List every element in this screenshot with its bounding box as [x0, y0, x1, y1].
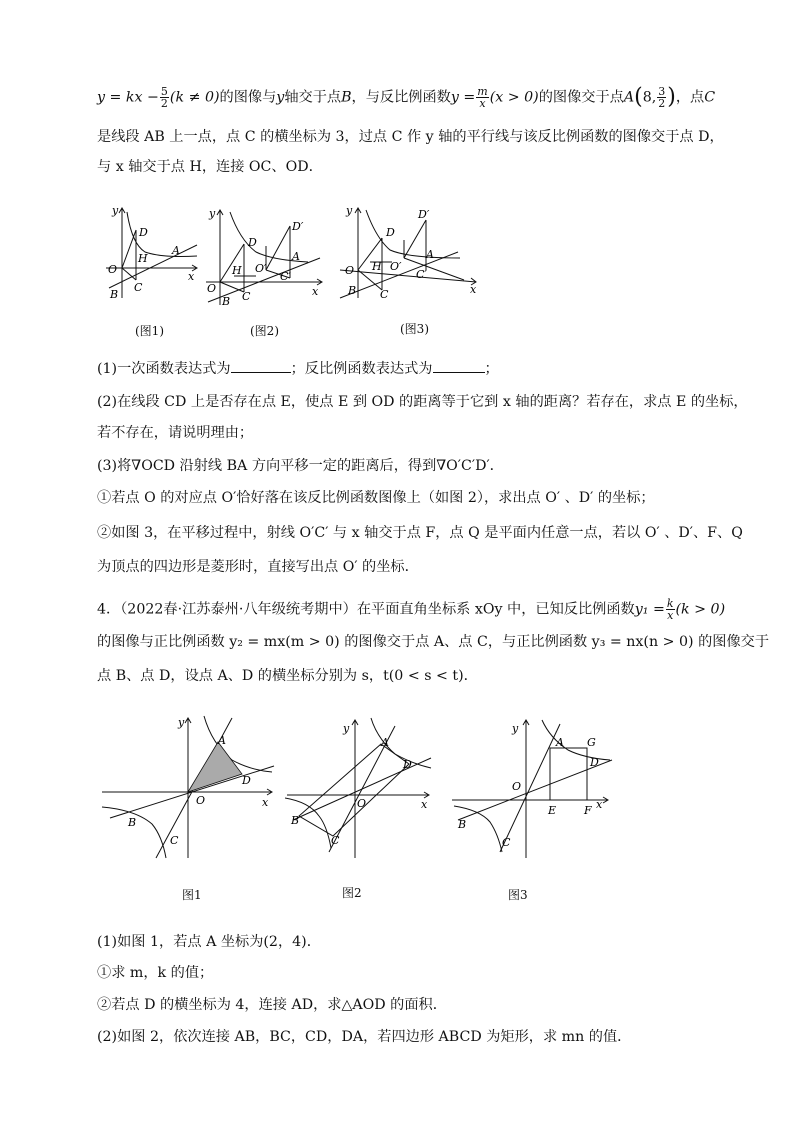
p3-q3-line4: 为顶点的四边形是菱形时，直接写出点 O′ 的坐标． — [97, 559, 419, 575]
expr-linear: y = kx − — [97, 89, 159, 106]
svg-text:O: O — [512, 780, 522, 793]
p3-line-3: 与 x 轴交于点 H，连接 OC、OD． — [97, 159, 323, 175]
svg-text:y: y — [209, 207, 216, 220]
svg-text:D: D — [386, 226, 395, 239]
svg-text:C: C — [502, 836, 511, 849]
svg-text:F: F — [584, 804, 592, 817]
svg-text:C′: C′ — [416, 268, 427, 281]
svg-text:C′: C′ — [280, 270, 291, 283]
svg-text:x: x — [188, 270, 195, 283]
svg-text:A: A — [426, 248, 434, 261]
svg-text:H: H — [372, 260, 382, 273]
p3-figure-2 — [200, 200, 326, 308]
p3-q2-line2: 若不存在，请说明理由； — [97, 425, 254, 441]
fig1-y: y — [112, 204, 119, 217]
svg-text:H: H — [138, 252, 148, 265]
svg-text:A: A — [218, 734, 226, 747]
svg-text:D: D — [248, 236, 257, 249]
svg-text:B: B — [348, 284, 357, 297]
p4-caption-3: 图3 — [508, 888, 528, 902]
svg-text:y: y — [346, 204, 353, 217]
svg-text:x: x — [470, 283, 477, 296]
p4-q1b: ②若点 D 的横坐标为 4，连接 AD，求△AOD 的面积． — [97, 997, 447, 1013]
p3-q3-line1: (3)将∇OCD 沿射线 BA 方向平移一定的距离后，得到∇O′C′D′． — [97, 458, 504, 474]
p3-caption-3: (图3) — [400, 322, 429, 336]
svg-text:B: B — [458, 818, 467, 831]
p3-q1: (1)一次函数表达式为 ；反比例函数表达式为 ； — [97, 358, 499, 379]
svg-text:D: D — [590, 756, 599, 769]
svg-text:B: B — [222, 295, 231, 308]
frac-5-2: $\frac{5}{2}$ — [160, 85, 168, 110]
p3-line-2: 是线段 AB 上一点，点 C 的横坐标为 3，过点 C 作 y 轴的平行线与该反比例函数的图像交于点 D， — [97, 129, 724, 145]
svg-text:D: D — [403, 758, 412, 771]
svg-text:D: D — [242, 774, 251, 787]
svg-text:H: H — [232, 264, 242, 277]
svg-text:A: A — [381, 736, 389, 749]
svg-text:y: y — [512, 722, 519, 735]
frac-3-2: $\frac{3}{2}$ — [658, 85, 666, 110]
p3-caption-2: (图2) — [250, 324, 279, 338]
svg-text:G: G — [587, 736, 596, 749]
svg-text:D′: D′ — [418, 208, 430, 221]
p3-q2-line1: (2)在线段 CD 上是否存在点 E，使点 E 到 OD 的距离等于它到 x 轴的距离？若存在，求点 E 的坐标， — [97, 394, 748, 410]
p4-caption-1: 图1 — [182, 888, 202, 902]
svg-text:O: O — [196, 794, 206, 807]
svg-text:x: x — [421, 798, 428, 811]
p3-line-1: y = kx − $\frac{5}{2}$ (k ≠ 0)的图像与y轴交于点B，与反比例函数y = $\frac{m}{x}$ (x > 0)的图像交于点A(8, $\frac{3}{2}$ )，点C — [97, 84, 716, 110]
svg-text:x: x — [596, 798, 603, 811]
svg-text:O′: O′ — [390, 260, 402, 273]
svg-text:A: A — [292, 250, 300, 263]
answer-blank-1[interactable] — [231, 358, 291, 373]
svg-text:C: C — [380, 288, 389, 300]
svg-text:C: C — [242, 290, 251, 303]
p4-figure-3 — [450, 712, 616, 860]
svg-text:O: O — [108, 263, 118, 276]
svg-text:A: A — [556, 736, 564, 749]
svg-text:E: E — [548, 804, 557, 817]
p3-q3-line3: ②如图 3，在平移过程中，射线 O′C′ 与 x 轴交于点 F，点 Q 是平面内任意一点，若以 O′ 、D′、F、Q — [97, 525, 743, 541]
p3-q3-line2: ①若点 O 的对应点 O′恰好落在该反比例函数图像上（如图 2），求出点 O′ 、D′ 的坐标； — [97, 490, 655, 506]
svg-text:D: D — [139, 226, 148, 239]
svg-text:B: B — [110, 288, 119, 301]
svg-text:x: x — [262, 796, 269, 809]
svg-text:A: A — [172, 244, 180, 257]
svg-text:B: B — [128, 816, 137, 829]
answer-blank-2[interactable] — [433, 358, 485, 373]
svg-text:O: O — [207, 282, 217, 295]
p4-figure-1 — [100, 712, 276, 860]
svg-text:y: y — [178, 716, 185, 729]
svg-text:O: O — [357, 797, 367, 810]
svg-text:C: C — [331, 834, 340, 847]
svg-text:O: O — [345, 264, 355, 277]
p4-q1a: ①求 m，k 的值； — [97, 965, 214, 981]
p4-caption-2: 图2 — [342, 886, 362, 900]
svg-text:O′: O′ — [255, 262, 267, 275]
p3-caption-1: (图1) — [135, 324, 164, 338]
svg-text:C: C — [134, 281, 143, 294]
p4-line-3: 点 B、点 D，设点 A、D 的横坐标分别为 s，t(0 < s < t)． — [97, 668, 478, 684]
p4-line-2: 的图像与正比例函数 y₂ = mx(m > 0) 的图像交于点 A、点 C，与正比例函数 y₃ = nx(n > 0) 的图像交于 — [97, 634, 770, 650]
p3-figure-3 — [330, 200, 480, 300]
p4-figure-2 — [285, 712, 433, 860]
frac-m-x: $\frac{m}{x}$ — [477, 85, 488, 110]
svg-text:y: y — [343, 722, 350, 735]
p4-line-1: 4．（2022春·江苏泰州·八年级统考期中）在平面直角坐标系 xOy 中，已知反比例函数y₁ = $\frac{k}{x}$ (k > 0) — [97, 597, 726, 622]
svg-text:D′: D′ — [292, 220, 304, 233]
p4-q2: (2)如图 2，依次连接 AB，BC，CD，DA，若四边形 ABCD 为矩形，求 mn 的值． — [97, 1029, 632, 1045]
p3-figure-1 — [100, 200, 202, 302]
svg-text:C: C — [170, 834, 179, 847]
p4-q1: (1)如图 1，若点 A 坐标为(2，4)． — [97, 934, 321, 950]
svg-text:B: B — [291, 814, 300, 827]
svg-text:x: x — [312, 285, 319, 298]
